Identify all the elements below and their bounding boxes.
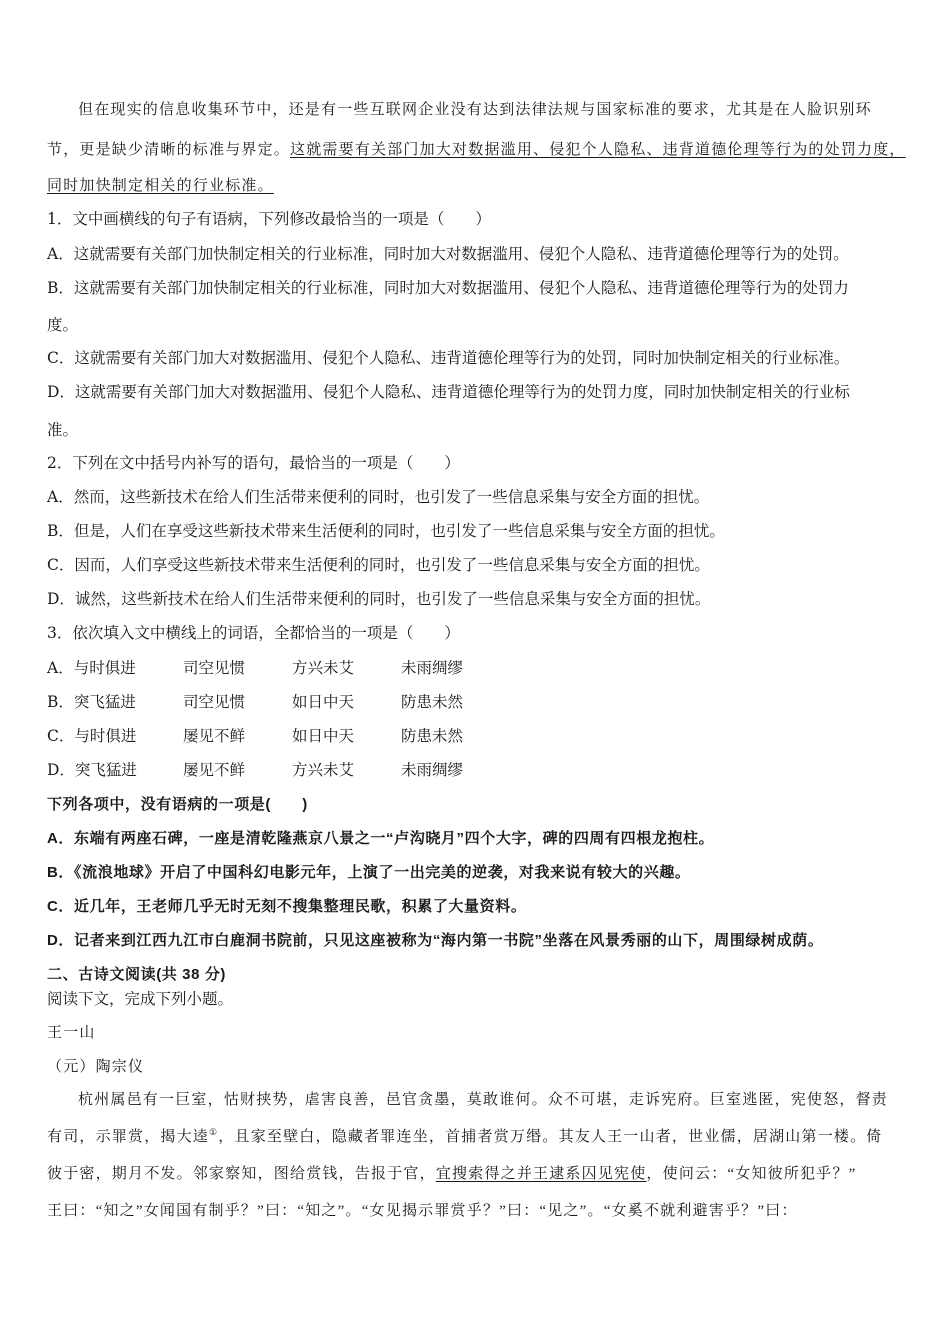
- q4-stem: 下列各项中，没有语病的一项是( ): [47, 796, 308, 813]
- q3-c-word-3: 如日中天: [292, 727, 355, 745]
- text-author: （元）陶宗仪: [47, 1059, 145, 1075]
- q3-a-word-2: 司空见惯: [183, 659, 246, 677]
- q1-option-c: C．这就需要有关部门加大对数据滥用、侵犯个人隐私、违背道德伦理等行为的处罚，同时加快制定相关的行业标准。: [47, 349, 850, 367]
- q3-stem: 3．依次填入文中横线上的词语，全都恰当的一项是（ ）: [47, 624, 460, 642]
- q3-b-word-3: 如日中天: [292, 693, 355, 711]
- section-2-instruction: 阅读下文，完成下列小题。: [47, 990, 234, 1008]
- q1-option-b: B．这就需要有关部门加快制定相关的行业标准，同时加大对数据滥用、侵犯个人隐私、违背道德伦理等行为的处罚力: [47, 279, 849, 297]
- q1-option-d: D．这就需要有关部门加大对数据滥用、侵犯个人隐私、违背道德伦理等行为的处罚力度，同时加快制定相关的行业标: [47, 383, 850, 401]
- section-2-heading: 二、古诗文阅读(共 38 分): [47, 966, 227, 983]
- q2-option-d: D．诚然，这些新技术在给人们生活带来便利的同时，也引发了一些信息采集与安全方面的担忧。: [47, 590, 711, 608]
- q4-option-a: A．东端有两座石碑，一座是清乾隆燕京八景之一“卢沟晓月”四个大字，碑的四周有四根龙抱柱。: [47, 830, 715, 847]
- q3-c-word-1: C．与时俱进: [47, 727, 137, 745]
- underlined-sentence-part-1: 这就需要有关部门加大对数据滥用、侵犯个人隐私、违背道德伦理等行为的处罚力度，: [290, 142, 906, 158]
- q3-d-word-2: 屡见不鲜: [183, 761, 246, 779]
- q2-option-c: C．因而，人们享受这些新技术带来生活便利的同时，也引发了一些信息采集与安全方面的担忧。: [47, 556, 710, 574]
- classical-text-line-2-b: ，且家至壁白，隐藏者罪连坐，首捕者赏万缗。其友人王一山者，世业儒，居湖山第一楼。倚: [218, 1129, 883, 1145]
- q3-c-word-2: 屡见不鲜: [183, 727, 246, 745]
- q2-option-b: B．但是，人们在享受这些新技术带来生活便利的同时，也引发了一些信息采集与安全方面的担忧。: [47, 522, 725, 540]
- q3-b-word-1: B．突飞猛进: [47, 693, 136, 711]
- q2-stem: 2．下列在文中括号内补写的语句，最恰当的一项是（ ）: [47, 454, 460, 472]
- q3-d-word-3: 方兴未艾: [292, 761, 355, 779]
- footnote-marker: ①: [209, 1127, 219, 1137]
- classical-text-line-1: 杭州属邑有一巨室，怙财挟势，虐害良善，邑官贪墨，莫敢谁何。众不可堪，走诉宪府。巨室逃匿，宪使怒，督责: [78, 1092, 889, 1108]
- q3-d-word-4: 未雨绸缪: [401, 761, 464, 779]
- q3-d-word-1: D．突飞猛进: [47, 761, 137, 779]
- text-title: 王一山: [47, 1025, 96, 1041]
- q1-stem: 1．文中画横线的句子有语病，下列修改最恰当的一项是（ ）: [47, 210, 491, 228]
- q3-b-word-4: 防患未然: [401, 693, 464, 711]
- classical-text-line-2: [47, 1127, 883, 1147]
- passage-line-2-plain: 节，更是缺少清晰的标准与界定。: [47, 142, 291, 158]
- q2-option-a: A．然而，这些新技术在给人们生活带来便利的同时，也引发了一些信息采集与安全方面的担忧。: [47, 488, 710, 506]
- q3-a-word-4: 未雨绸缪: [401, 659, 464, 677]
- q3-a-word-1: A．与时俱进: [47, 659, 136, 677]
- passage-line-1: 但在现实的信息收集环节中，还是有一些互联网企业没有达到法律法规与国家标准的要求，尤其是在人脸识别环: [78, 102, 872, 118]
- underlined-sentence-part-2: 同时加快制定相关的行业标准。: [47, 178, 274, 194]
- classical-text-line-2-a: 有司，示罪赏，揭大逵: [47, 1129, 210, 1145]
- q1-option-a: A．这就需要有关部门加快制定相关的行业标准，同时加大对数据滥用、侵犯个人隐私、违背道德伦理等行为的处罚。: [47, 245, 849, 263]
- q1-option-d-cont: 准。: [47, 421, 79, 439]
- classical-text-line-3-a: 彼于密，期月不发。邻家察知，图给赏钱，告报于官，: [47, 1166, 436, 1182]
- q1-option-b-cont: 度。: [47, 316, 79, 334]
- classical-text-line-4: 王曰：“知之”女闻国有制乎？”曰：“知之”。“女见揭示罪赏乎？”曰：“见之”。“女奚不就利避害乎？”曰：: [47, 1203, 798, 1219]
- q4-option-d: D．记者来到江西九江市白鹿洞书院前，只见这座被称为“海内第一书院”坐落在风景秀丽的山下，周围绿树成荫。: [47, 932, 824, 949]
- q3-c-word-4: 防患未然: [401, 727, 464, 745]
- classical-text-line-3: [47, 1164, 857, 1184]
- q4-option-b: B．《流浪地球》开启了中国科幻电影元年，上演了一出完美的逆袭，对我来说有较大的兴趣。: [47, 864, 691, 881]
- q3-b-word-2: 司空见惯: [183, 693, 246, 711]
- q3-a-word-3: 方兴未艾: [292, 659, 355, 677]
- classical-underlined-sentence: 宜搜索得之并王逮系囚见宪使: [435, 1166, 647, 1182]
- classical-text-line-3-b: ，使问云：“女知彼所犯乎？”: [646, 1166, 857, 1182]
- q4-option-c: C．近几年，王老师几乎无时无刻不搜集整理民歌，积累了大量资料。: [47, 898, 527, 915]
- passage-line-2: [47, 140, 906, 160]
